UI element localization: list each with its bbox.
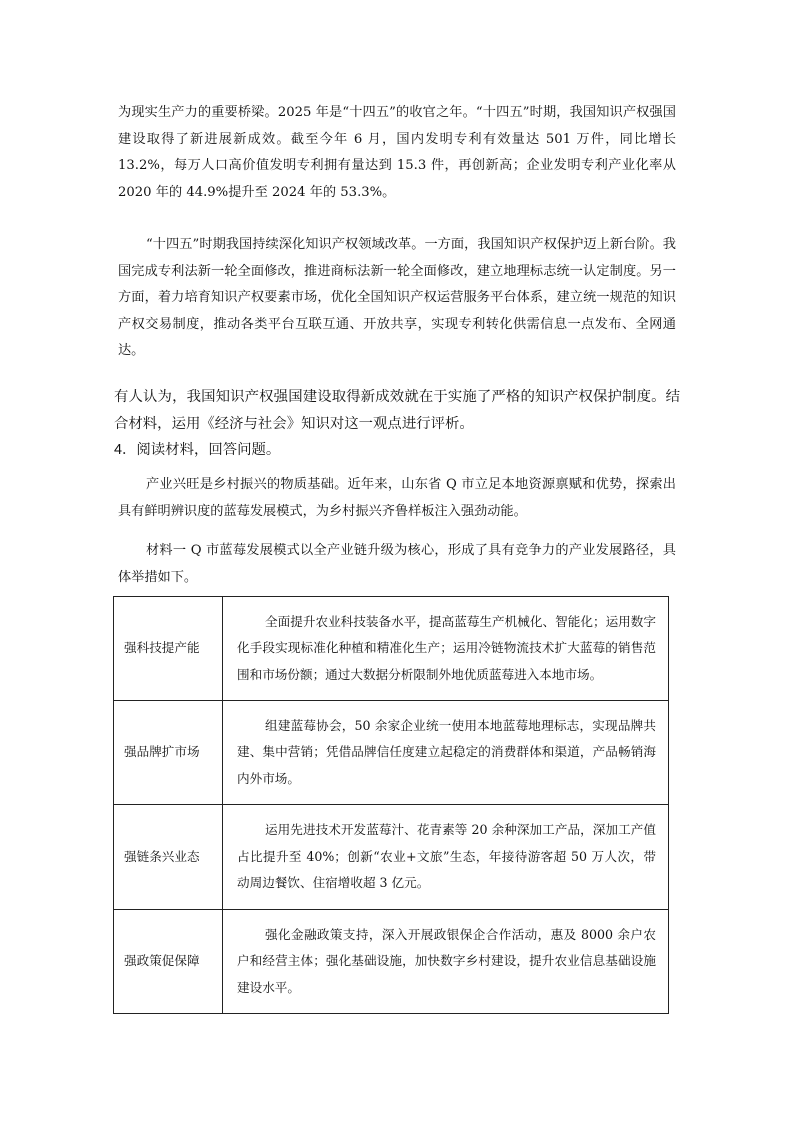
- row-content: [223, 701, 669, 805]
- paragraph-ip-reform: “十四五”时期我国持续深化知识产权领域改革。一方面，我国知识产权保护迈上新台阶。我国完成专利法新一轮全面修改，推进商标法新一轮全面修改，建立地理标志统一认定制度。另一方面，着力培育知识产权要素市场，优化全国知识产权运营服务平台体系，建立统一规范的知识产权交易制度，推动各类平台互联互通、开放共享，实现专利转化供需信息一点发布、全网通达。: [118, 237, 676, 358]
- table-row: [114, 597, 669, 701]
- paragraph-ip-achievements: 为现实生产力的重要桥梁。2025 年是“十四五”的收官之年。“十四五”时期，我国知识产权强国建设取得了新进展新成效。截至今年 6 月，国内发明专利有效量达 501 万件，同比增长 13.2%，每万人口高价值发明专利拥有量达到 15.3 件，再创新高；企业发明专利产业化率从 2020 年的 44.9%提升至 2024 年的 53.3%。: [118, 105, 676, 200]
- row-label: 强政策促保障: [114, 910, 223, 1014]
- table-row: [114, 701, 669, 805]
- row-content-text: 组建蓝莓协会，50 余家企业统一使用本地蓝莓地理标志，实现品牌共建、集中营销；凭借品牌信任度建立起稳定的消费群体和渠道，产品畅销海内外市场。: [237, 717, 656, 786]
- paragraph-rural-revitalization: 产业兴旺是乡村振兴的物质基础。近年来，山东省 Q 市立足本地资源禀赋和优势，探索出具有鲜明辨识度的蓝莓发展模式，为乡村振兴齐鲁样板注入强劲动能。: [118, 477, 676, 519]
- row-content: [223, 910, 669, 1014]
- row-label: 强链条兴业态: [114, 805, 223, 910]
- paragraph-material-1: 材料一 Q 市蓝莓发展模式以全产业链升级为核心，形成了具有竞争力的产业发展路径，具体举措如下。: [118, 543, 676, 585]
- row-label: 强品牌扩市场: [114, 701, 223, 805]
- row-content: [223, 597, 669, 701]
- table-row: [114, 805, 669, 910]
- row-content: [223, 805, 669, 910]
- measures-table: [113, 596, 669, 1014]
- question-4-header: 4．阅读材料，回答问题。: [114, 442, 281, 458]
- row-content-text: 运用先进技术开发蓝莓汁、花青素等 20 余种深加工产品，深加工产值占比提升至 40%；创新“农业+文旅”生态，年接待游客超 50 万人次，带动周边餐饮、住宿增收超 3 亿元。: [237, 822, 656, 891]
- row-content-text: 强化金融政策支持，深入开展政银保企合作活动，惠及 8000 余户农户和经营主体；强化基础设施，加快数字乡村建设，提升农业信息基础设施建设水平。: [237, 926, 656, 995]
- question-3-prompt: 有人认为，我国知识产权强国建设取得新成效就在于实施了严格的知识产权保护制度。结合材料，运用《经济与社会》知识对这一观点进行评析。: [114, 389, 680, 432]
- row-content-text: 全面提升农业科技装备水平，提高蓝莓生产机械化、智能化；运用数字化手段实现标准化种植和精准化生产；运用冷链物流技术扩大蓝莓的销售范围和市场份额；通过大数据分析限制外地优质蓝莓进入本地市场。: [237, 613, 656, 682]
- table-row: [114, 910, 669, 1014]
- row-label: 强科技提产能: [114, 597, 223, 701]
